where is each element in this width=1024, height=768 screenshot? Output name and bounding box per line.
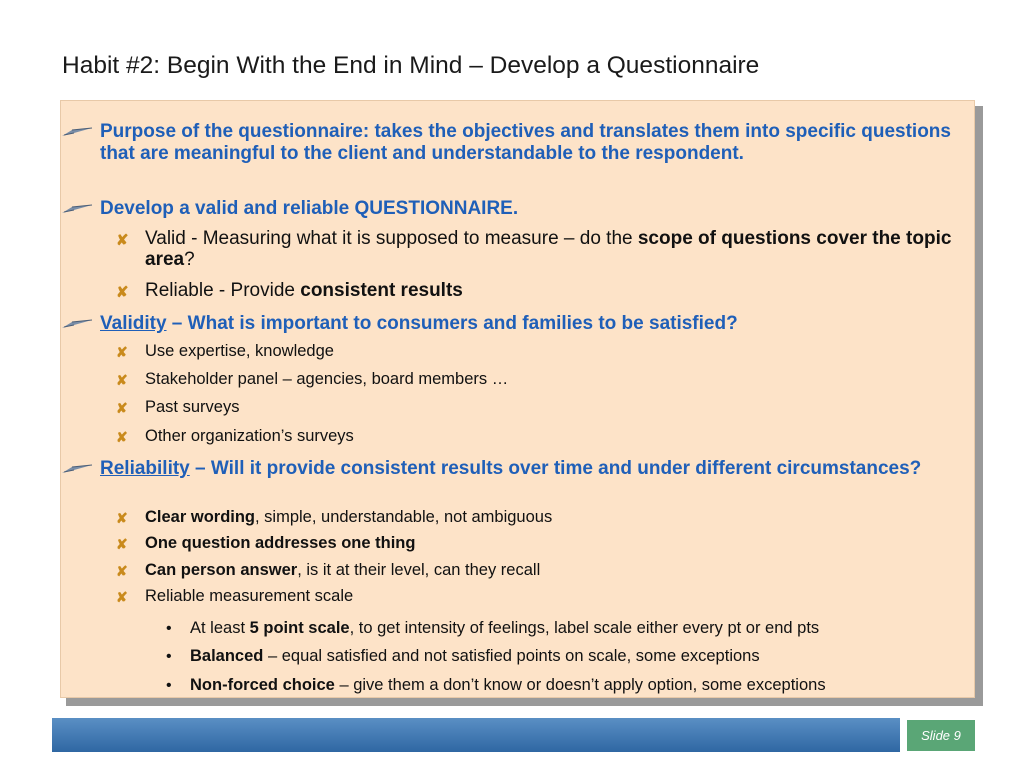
quill-pen-icon bbox=[60, 461, 94, 477]
quill-pen-icon bbox=[60, 316, 94, 332]
reliability-rest: – Will it provide consistent results over time and under different circumstances? bbox=[189, 458, 922, 479]
item-rest: , is it at their level, can they recall bbox=[297, 561, 541, 579]
bullet-purpose bbox=[100, 121, 964, 165]
list-item bbox=[116, 508, 954, 527]
item-bold: Can person answer bbox=[145, 561, 298, 579]
sub-item-bold: Balanced bbox=[190, 647, 264, 665]
x-bullet-icon: ✘ bbox=[116, 563, 128, 579]
valid-pre: Valid - Measuring what it is supposed to measure – do the bbox=[145, 228, 638, 249]
list-item bbox=[116, 342, 954, 361]
sub-list-item bbox=[166, 647, 964, 666]
list-item bbox=[116, 427, 954, 446]
footer-bar bbox=[52, 718, 900, 752]
validity-item-text: Stakeholder panel – agencies, board members … bbox=[145, 370, 509, 388]
x-bullet-icon: ✘ bbox=[116, 429, 128, 445]
reliability-term: Reliability bbox=[100, 458, 190, 479]
item-rest: , simple, understandable, not ambiguous bbox=[255, 508, 553, 526]
x-bullet-icon: ✘ bbox=[116, 232, 129, 249]
list-item bbox=[116, 398, 954, 417]
validity-item-text: Use expertise, knowledge bbox=[145, 342, 334, 360]
validity-item-text: Past surveys bbox=[145, 398, 240, 416]
dot-bullet: • bbox=[166, 648, 172, 665]
bullet-develop-text: Develop a valid and reliable QUESTIONNAIRE. bbox=[100, 198, 519, 219]
dot-bullet: • bbox=[166, 677, 172, 694]
x-bullet-icon: ✘ bbox=[116, 400, 128, 416]
sub-item-bold: 5 point scale bbox=[249, 619, 350, 637]
sub-list-item bbox=[166, 676, 964, 695]
x-bullet-icon: ✘ bbox=[116, 344, 128, 360]
x-bullet-icon: ✘ bbox=[116, 284, 129, 301]
bullet-validity bbox=[100, 313, 964, 335]
valid-post: ? bbox=[184, 249, 195, 270]
sub-item-bold: Non-forced choice bbox=[190, 676, 335, 694]
x-bullet-icon: ✘ bbox=[116, 536, 128, 552]
sub-item-rest: , to get intensity of feelings, label scale either every pt or end pts bbox=[349, 619, 820, 637]
valid-bold: scope of questions cover the topic area bbox=[145, 228, 952, 270]
bullet-reliability bbox=[100, 458, 964, 480]
item-bold: Clear wording bbox=[145, 508, 256, 526]
list-item bbox=[116, 587, 954, 606]
list-item bbox=[116, 370, 954, 389]
validity-term: Validity bbox=[100, 313, 167, 334]
bullet-develop bbox=[100, 198, 964, 220]
x-bullet-icon: ✘ bbox=[116, 372, 128, 388]
sub-item-pre: At least bbox=[190, 619, 250, 637]
sub-item-rest: – equal satisfied and not satisfied points on scale, some exceptions bbox=[263, 647, 760, 665]
bullet-reliable bbox=[116, 280, 954, 301]
slide-number-badge: Slide 9 bbox=[907, 720, 975, 751]
item-bold: One question addresses one thing bbox=[145, 534, 416, 552]
reliable-bold: consistent results bbox=[300, 280, 463, 301]
validity-rest: – What is important to consumers and families to be satisfied? bbox=[166, 313, 738, 334]
validity-item-text: Other organization’s surveys bbox=[145, 427, 354, 445]
x-bullet-icon: ✘ bbox=[116, 589, 128, 605]
sub-item-rest: – give them a don’t know or doesn’t apply option, some exceptions bbox=[334, 676, 826, 694]
slide-title: Habit #2: Begin With the End in Mind – Develop a Questionnaire bbox=[62, 52, 760, 79]
list-item bbox=[116, 561, 954, 580]
quill-pen-icon bbox=[60, 124, 94, 140]
quill-pen-icon bbox=[60, 201, 94, 217]
item-text: Reliable measurement scale bbox=[145, 587, 354, 605]
reliable-pre: Reliable - Provide bbox=[145, 280, 301, 301]
x-bullet-icon: ✘ bbox=[116, 510, 128, 526]
dot-bullet: • bbox=[166, 620, 172, 637]
bullet-valid bbox=[116, 228, 954, 270]
list-item bbox=[116, 534, 954, 553]
sub-list-item bbox=[166, 619, 964, 638]
bullet-purpose-text: Purpose of the questionnaire: takes the objectives and translates them into specific questions that are meaningful to the client and understandable to the respondent. bbox=[100, 121, 951, 164]
